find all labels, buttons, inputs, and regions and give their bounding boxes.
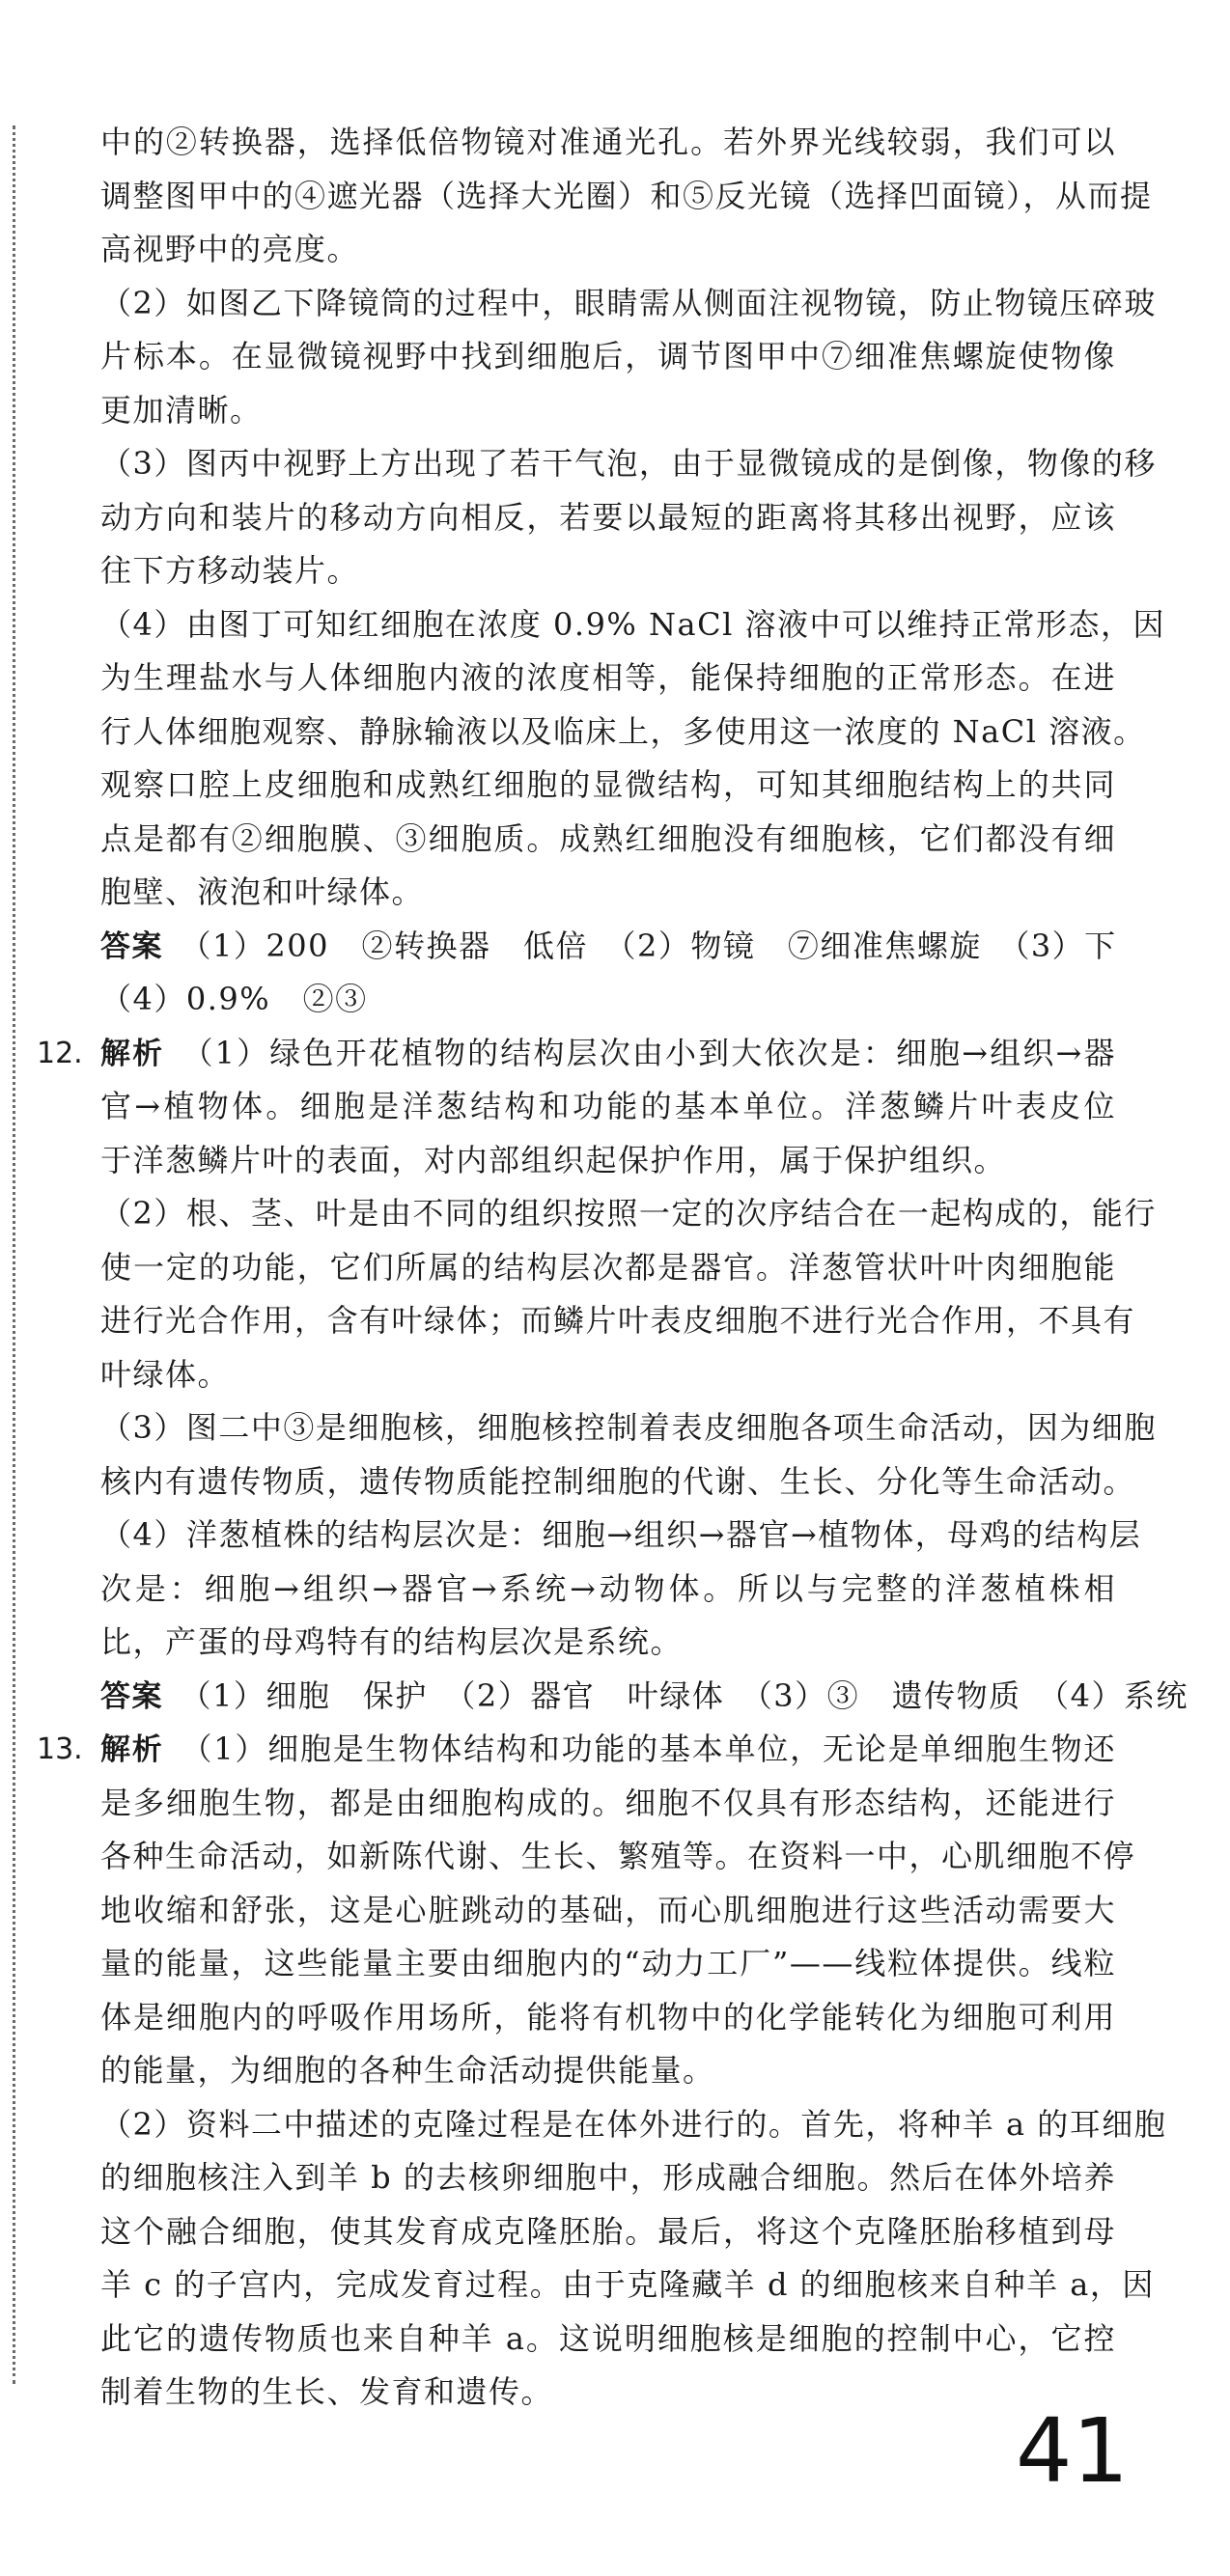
answer-text: （1）细胞 保护 （2）器官 叶绿体 （3）③ 遗传物质 （4）系统	[195, 1676, 1188, 1714]
analysis-label: 解析	[100, 1732, 164, 1767]
text-line: 核内有遗传物质，遗传物质能控制细胞的代谢、生长、分化等生命活动。	[100, 1462, 1136, 1500]
analysis-text: （1）细胞是生物体结构和功能的基本单位，无论是单细胞生物还	[196, 1731, 1116, 1767]
text-line: 行人体细胞观察、静脉输液以及临床上，多使用这一浓度的 NaCl 溶液。	[100, 712, 1146, 750]
text-line: 次是：细胞→组织→器官→系统→动物体。所以与完整的洋葱植株相	[100, 1569, 1116, 1607]
analysis-line	[100, 1723, 1116, 1778]
binding-margin-line	[13, 125, 15, 2384]
text-line: （2）如图乙下降镜筒的过程中，眼睛需从侧面注视物镜，防止物镜压碎玻	[100, 284, 1157, 321]
text-line: 进行光合作用，含有叶绿体；而鳞片叶表皮细胞不进行光合作用，不具有	[100, 1302, 1136, 1339]
text-line: 为生理盐水与人体细胞内液的浓度相等，能保持细胞的正常形态。在进	[100, 659, 1116, 696]
text-line: 叶绿体。	[100, 1355, 231, 1393]
analysis-line	[100, 1027, 1116, 1082]
text-line: 胞壁、液泡和叶绿体。	[100, 873, 425, 910]
answer-text: （1）200 ②转换器 低倍 （2）物镜 ⑦细准焦螺旋 （3）下	[195, 927, 1117, 964]
answer-line	[100, 1670, 1188, 1725]
page-number: 41	[1016, 2399, 1130, 2503]
text-line: （3）图二中③是细胞核，细胞核控制着表皮细胞各项生命活动，因为细胞	[100, 1409, 1157, 1446]
text-line: 高视野中的亮度。	[100, 231, 360, 267]
text-line: 片标本。在显微镜视野中找到细胞后，调节图甲中⑦细准焦螺旋使物像	[100, 338, 1116, 374]
text-line: 地收缩和舒张，这是心脏跳动的基础，而心肌细胞进行这些活动需要大	[100, 1891, 1116, 1928]
analysis-text: （1）绿色开花植物的结构层次由小到大依次是：细胞→组织→器	[197, 1034, 1116, 1071]
text-line: 制着生物的生长、发育和遗传。	[100, 2373, 554, 2410]
question-number: 12.	[37, 1036, 83, 1070]
text-line: 羊 c 的子宫内，完成发育过程。由于克隆藏羊 d 的细胞核来自种羊 a，因	[100, 2266, 1155, 2303]
answer-label: 答案	[100, 928, 163, 964]
text-line: 点是都有②细胞膜、③细胞质。成熟红细胞没有细胞核，它们都没有细	[100, 819, 1116, 857]
text-line: 这个融合细胞，使其发育成克隆胚胎。最后，将这个克隆胚胎移植到母	[100, 2212, 1116, 2250]
text-line: 的能量，为细胞的各种生命活动提供能量。	[100, 2052, 715, 2089]
text-line: 体是细胞内的呼吸作用场所，能将有机物中的化学能转化为细胞可利用	[100, 1998, 1116, 2036]
text-line: （2）根、茎、叶是由不同的组织按照一定的次序结合在一起构成的，能行	[100, 1195, 1157, 1232]
text-line: 更加清晰。	[100, 391, 263, 429]
text-line: 比，产蛋的母鸡特有的结构层次是系统。	[100, 1623, 684, 1660]
text-line: 各种生命活动，如新陈代谢、生长、繁殖等。在资料一中，心肌细胞不停	[100, 1838, 1136, 1874]
text-line: 量的能量，这些能量主要由细胞内的“动力工厂”——线粒体提供。线粒	[100, 1945, 1116, 1981]
text-line: （4）由图丁可知红细胞在浓度 0.9% NaCl 溶液中可以维持正常形态，因	[100, 605, 1165, 643]
text-line: 动方向和装片的移动方向相反，若要以最短的距离将其移出视野，应该	[100, 498, 1116, 536]
text-line: 官→植物体。细胞是洋葱结构和功能的基本单位。洋葱鳞片叶表皮位	[100, 1088, 1116, 1124]
answer-line: （4）0.9% ②③	[100, 981, 368, 1017]
text-line: 观察口腔上皮细胞和成熟红细胞的显微结构，可知其细胞结构上的共同	[100, 766, 1116, 803]
text-line: 于洋葱鳞片叶的表面，对内部组织起保护作用，属于保护组织。	[100, 1141, 1007, 1178]
answer-line	[100, 920, 1116, 975]
text-line: 的细胞核注入到羊 b 的去核卵细胞中，形成融合细胞。然后在体外培养	[100, 2159, 1116, 2196]
text-line: （3）图丙中视野上方出现了若干气泡，由于显微镜成的是倒像，物像的移	[100, 445, 1157, 482]
text-line: 调整图甲中的④遮光器（选择大光圈）和⑤反光镜（选择凹面镜），从而提	[100, 177, 1153, 214]
answer-label: 答案	[100, 1678, 163, 1714]
text-line: 中的②转换器，选择低倍物镜对准通光孔。若外界光线较弱，我们可以	[100, 124, 1116, 160]
text-line: 往下方移动装片。	[100, 552, 360, 589]
text-line: （4）洋葱植株的结构层次是：细胞→组织→器官→植物体，母鸡的结构层	[100, 1516, 1142, 1553]
analysis-label: 解析	[100, 1036, 165, 1071]
text-line: 此它的遗传物质也来自种羊 a。这说明细胞核是细胞的控制中心，它控	[100, 2319, 1116, 2357]
text-line: 使一定的功能，它们所属的结构层次都是器官。洋葱管状叶叶肉细胞能	[100, 1248, 1116, 1286]
text-line: （2）资料二中描述的克隆过程是在体外进行的。首先，将种羊 a 的耳细胞	[100, 2105, 1167, 2143]
text-line: 是多细胞生物，都是由细胞构成的。细胞不仅具有形态结构，还能进行	[100, 1784, 1116, 1821]
question-number: 13.	[37, 1732, 83, 1766]
